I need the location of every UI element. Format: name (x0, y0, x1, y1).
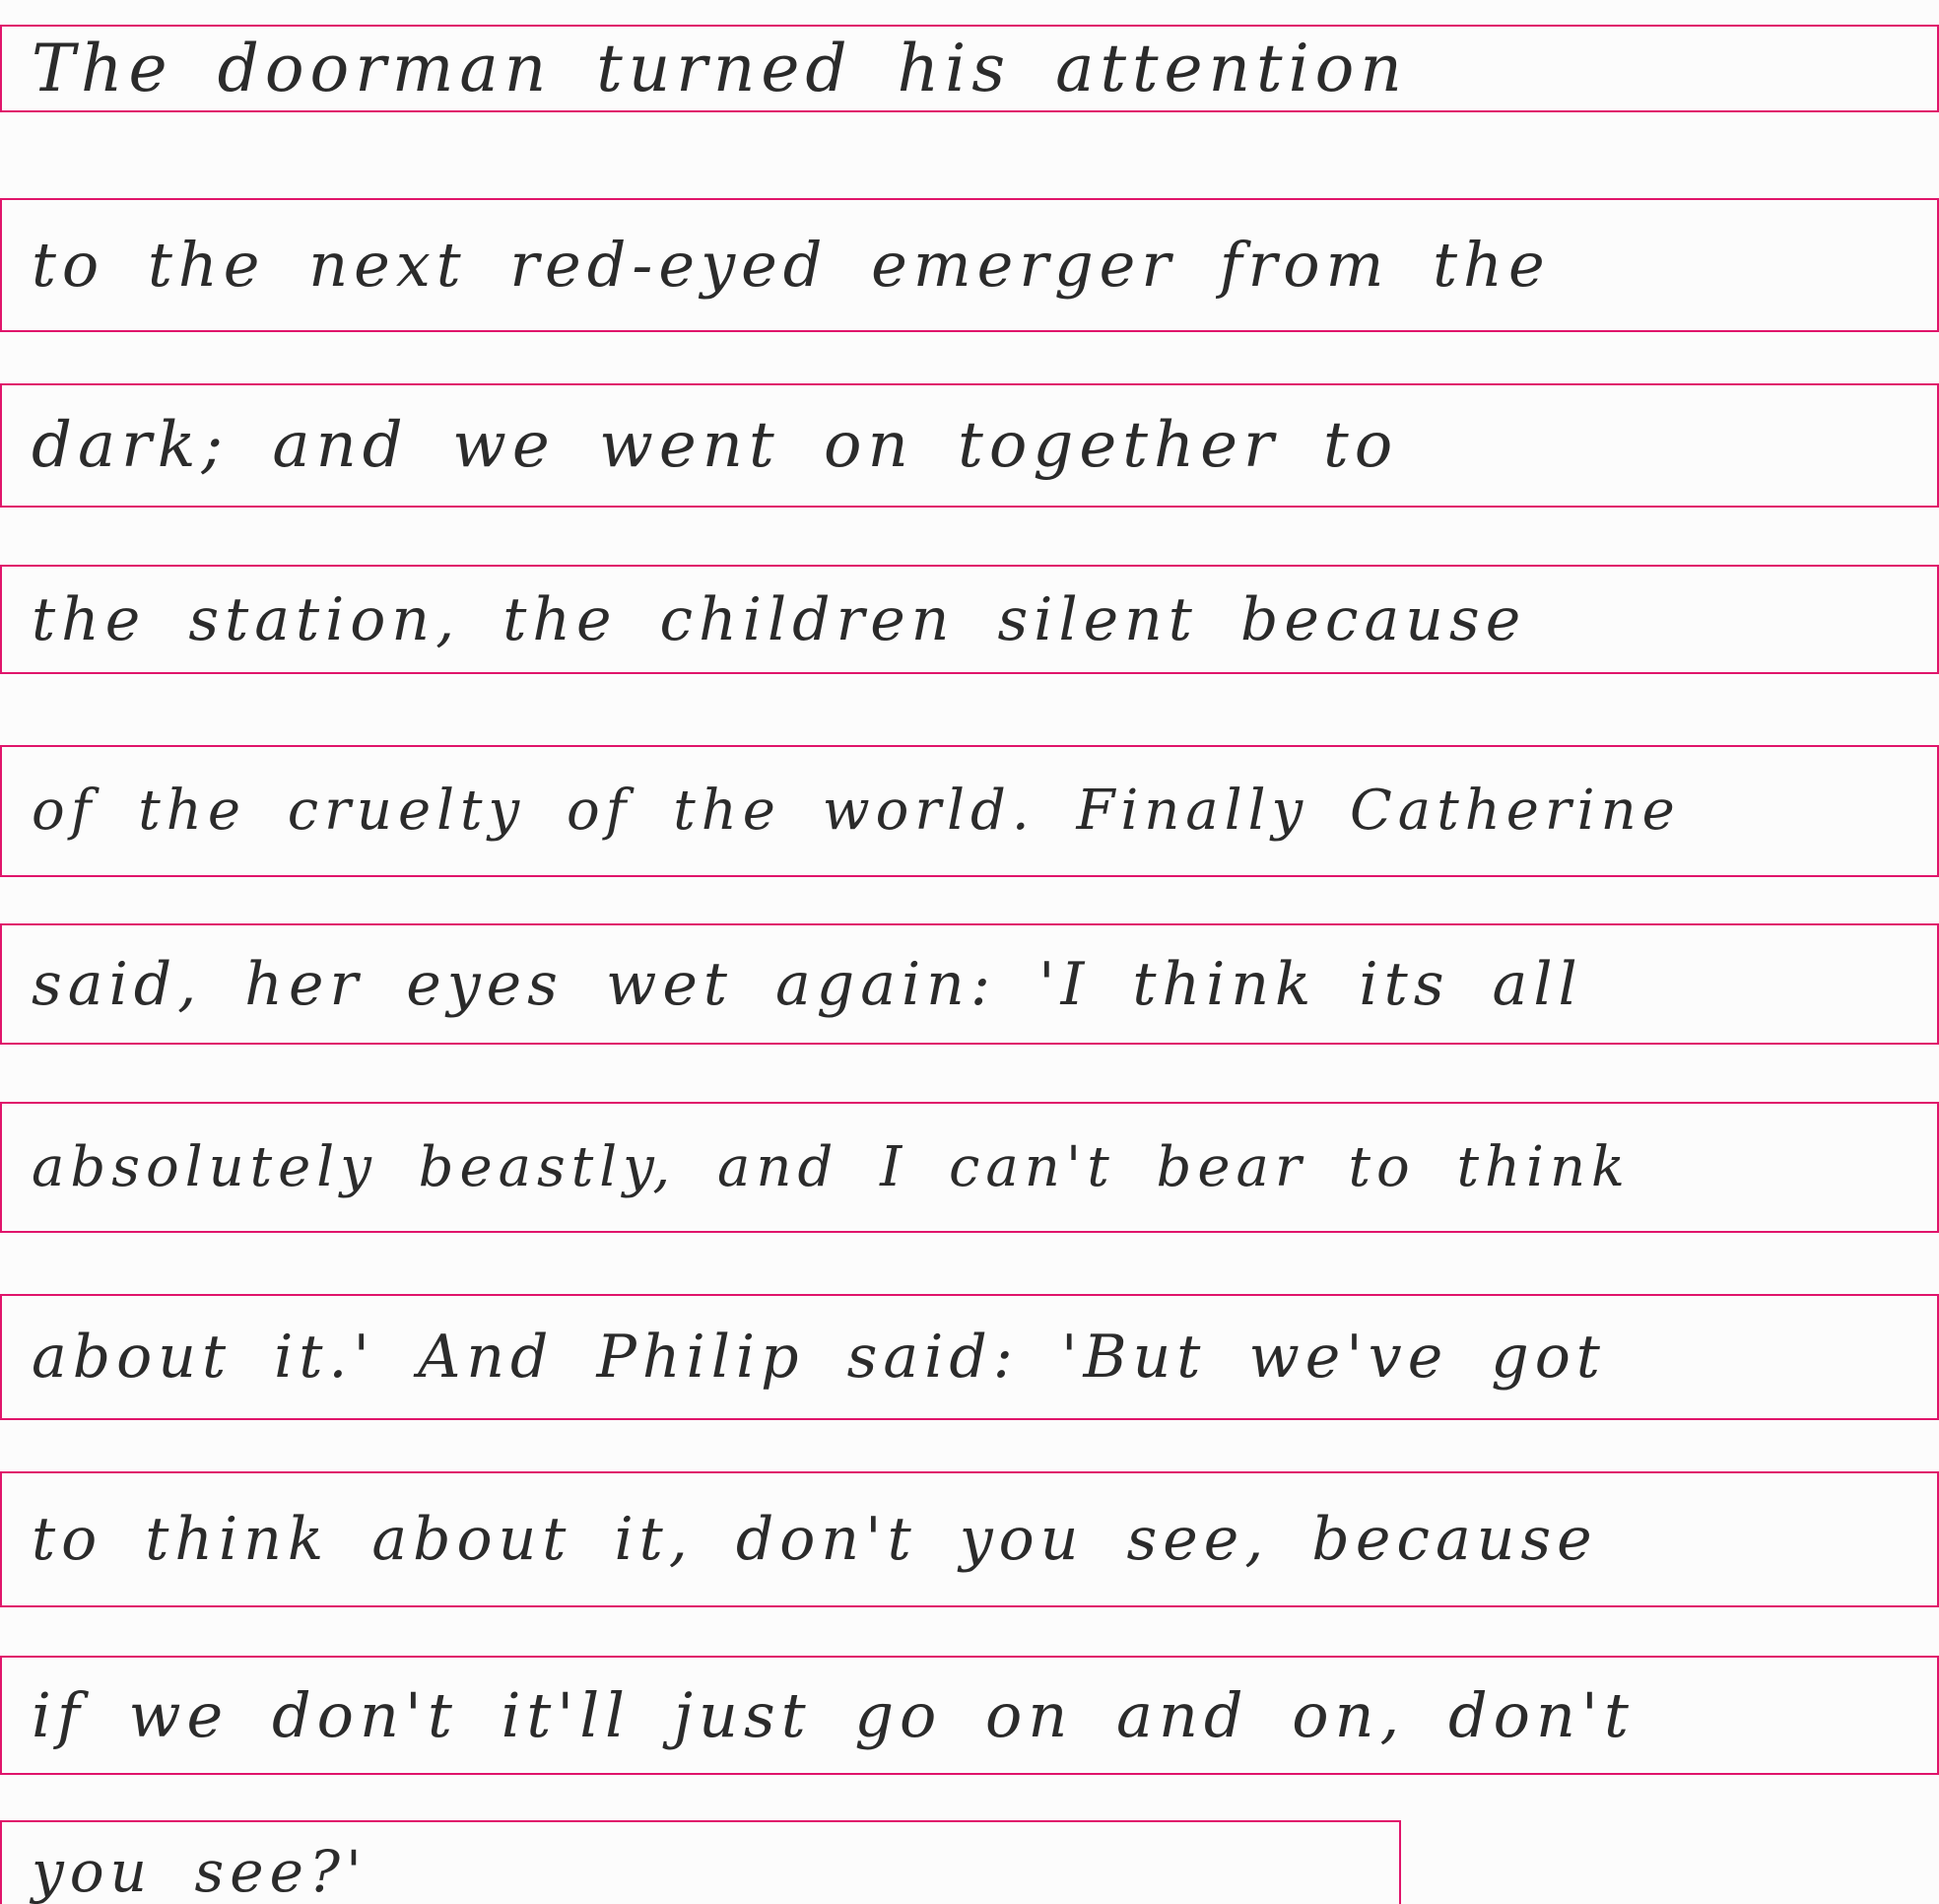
text-line-box (0, 923, 1939, 1045)
text-line: The doorman turned his attention (32, 30, 1408, 106)
text-line-box (0, 1471, 1939, 1607)
text-line: to think about it, don't you see, because (32, 1505, 1598, 1574)
text-line: of the cruelty of the world. Finally Catherine (32, 779, 1681, 843)
text-line-box (0, 25, 1939, 112)
text-line-box (0, 1820, 1401, 1904)
text-line: if we don't it'll just go on and on, don't (32, 1678, 1635, 1751)
text-line-box (0, 1656, 1939, 1775)
text-line-box (0, 1294, 1939, 1420)
text-line: about it.' And Philip said: 'But we've got (32, 1323, 1606, 1392)
text-line: said, her eyes wet again: 'I think its all (32, 949, 1583, 1019)
text-line-box (0, 198, 1939, 332)
text-line: to the next red-eyed emerger from the (32, 229, 1551, 301)
text-line-box (0, 745, 1939, 877)
text-line: you see?' (32, 1838, 368, 1904)
text-line: the station, the children silent because (32, 584, 1527, 654)
text-line-box (0, 565, 1939, 674)
text-line: dark; and we went on together to (32, 409, 1399, 482)
text-line-box (0, 383, 1939, 508)
text-line: absolutely beastly, and I can't bear to think (32, 1134, 1631, 1199)
text-line-box (0, 1102, 1939, 1233)
